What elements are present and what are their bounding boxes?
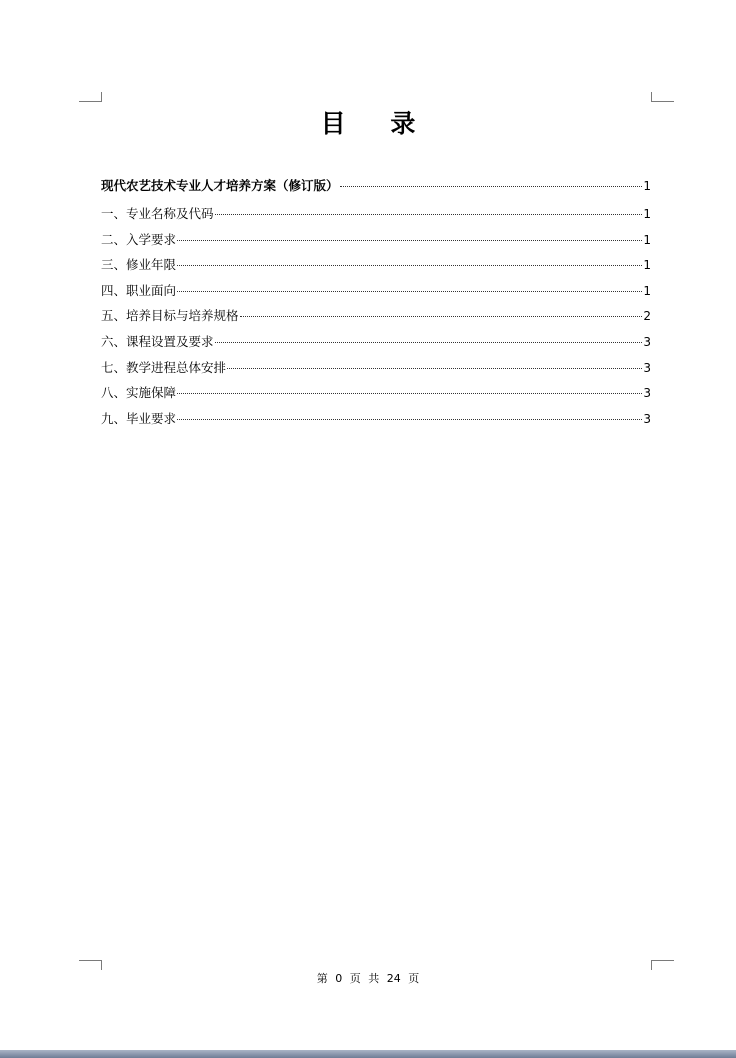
toc-leader-dots <box>177 265 642 266</box>
toc-entry-label: 一、专业名称及代码 <box>101 206 214 221</box>
toc-leader-dots <box>227 368 642 369</box>
toc-leader-dots <box>215 342 643 343</box>
margin-corner-bottom-right <box>651 960 674 970</box>
toc-entry-page: 3 <box>643 386 651 401</box>
toc-entry[interactable] <box>101 204 651 230</box>
toc-leader-dots <box>177 393 642 394</box>
margin-corner-top-left <box>79 92 102 102</box>
toc-entry[interactable] <box>101 306 651 332</box>
toc-leader-dots <box>177 419 642 420</box>
toc-entry[interactable] <box>101 176 651 204</box>
toc-leader-dots <box>240 316 643 317</box>
toc-entry[interactable] <box>101 281 651 307</box>
toc-leader-dots <box>340 186 643 187</box>
toc-entry-page: 1 <box>643 283 651 298</box>
toc-entry[interactable] <box>101 230 651 256</box>
toc-entry[interactable] <box>101 409 651 435</box>
margin-corner-bottom-left <box>79 960 102 970</box>
toc-entry-label: 八、实施保障 <box>101 385 177 401</box>
toc-entry-label: 五、培养目标与培养规格 <box>101 308 239 324</box>
toc-entry[interactable] <box>101 255 651 281</box>
toc-entry-page: 1 <box>643 258 651 273</box>
toc-entry-label: 二、入学要求 <box>101 231 177 247</box>
window-bottom-edge <box>0 1050 736 1058</box>
toc-entry-label: 九、毕业要求 <box>101 410 177 426</box>
toc-leader-dots <box>215 214 643 215</box>
toc-entry-label: 七、教学进程总体安排 <box>101 359 227 375</box>
toc-entry-label: 现代农艺技术专业人才培养方案（修订版） <box>101 178 339 193</box>
toc-entry-page: 3 <box>643 411 651 426</box>
toc-entry-page: 3 <box>643 334 651 349</box>
toc-entry-page: 1 <box>643 207 651 221</box>
page-footer: 第 0 页 共 24 页 <box>316 972 420 985</box>
toc-entry-page: 3 <box>643 360 651 375</box>
toc-leader-dots <box>177 291 642 292</box>
toc-entry-label: 六、课程设置及要求 <box>101 333 214 349</box>
toc-entry[interactable] <box>101 383 651 409</box>
toc-entry-page: 1 <box>643 179 651 193</box>
toc-entry[interactable] <box>101 358 651 384</box>
toc-entry[interactable] <box>101 332 651 358</box>
toc-title: 目 录 <box>320 109 434 138</box>
table-of-contents <box>101 176 651 434</box>
toc-entry-label: 四、职业面向 <box>101 282 177 298</box>
toc-entry-label: 三、修业年限 <box>101 257 177 273</box>
toc-entry-page: 2 <box>643 309 651 324</box>
toc-entry-page: 1 <box>643 232 651 247</box>
toc-leader-dots <box>177 240 642 241</box>
margin-corner-top-right <box>651 92 674 102</box>
